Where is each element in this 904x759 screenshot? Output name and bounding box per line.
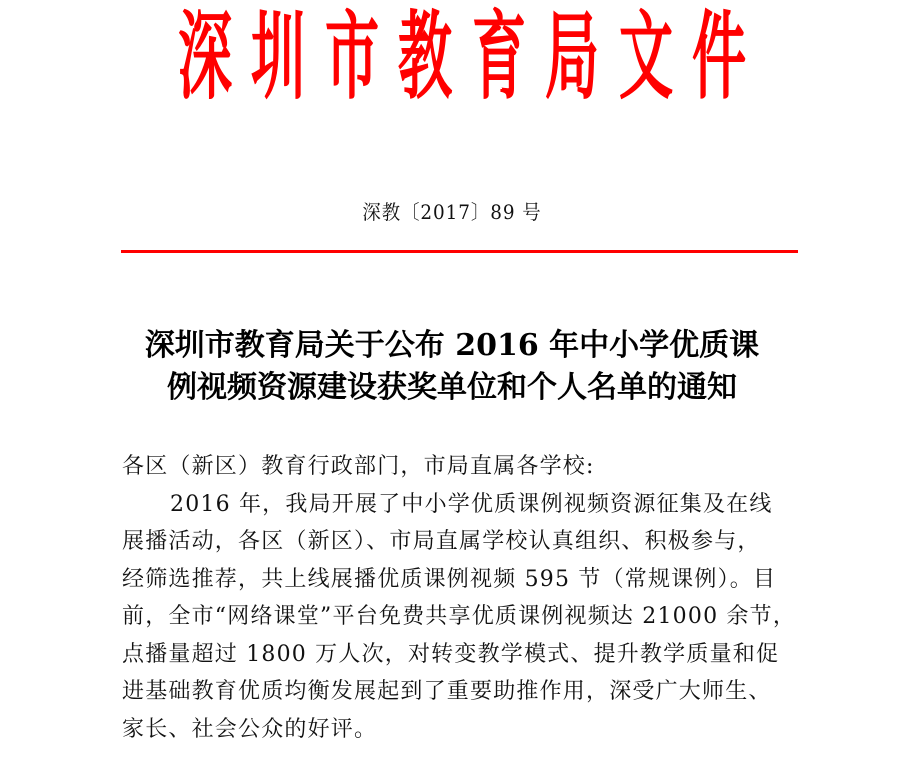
document-masthead — [172, 0, 752, 113]
masthead-char: 育 — [471, 0, 526, 113]
body-line: 2016 年，我局开展了中小学优质课例视频资源征集及在线 — [170, 491, 773, 517]
body-line: 经筛选推荐，共上线展播优质课例视频 595 节（常规课例）。目 — [122, 566, 777, 592]
masthead-char: 圳 — [251, 0, 306, 113]
masthead-char: 市 — [324, 0, 379, 113]
body-line: 家长、社会公众的好评。 — [122, 716, 378, 742]
body-line: 进基础教育优质均衡发展起到了重要助推作用，深受广大师生、 — [122, 679, 772, 704]
document-title-line-1: 深圳市教育局关于公布 2016 年中小学优质课 — [144, 328, 760, 363]
masthead-char: 局 — [545, 0, 600, 113]
document-body — [122, 448, 802, 748]
red-divider-rule — [121, 250, 798, 253]
body-line: 前，全市“网络课堂”平台免费共享优质课例视频达 21000 余节， — [122, 604, 797, 629]
document-title-line-2: 例视频资源建设获奖单位和个人名单的通知 — [167, 370, 737, 405]
body-line: 展播活动，各区（新区）、市局直属学校认真组织、积极参与， — [122, 529, 761, 554]
masthead-char: 件 — [691, 0, 747, 113]
document-title — [0, 325, 904, 409]
salutation: 各区（新区）教育行政部门，市局直属各学校: — [122, 454, 595, 479]
document-number: 深教〔2017〕89 号 — [362, 200, 542, 224]
masthead-char: 深 — [177, 0, 233, 113]
body-line: 点播量超过 1800 万人次，对转变教学模式、提升教学质量和促 — [122, 641, 780, 667]
masthead-char: 文 — [618, 0, 673, 113]
masthead-char: 教 — [398, 0, 453, 113]
